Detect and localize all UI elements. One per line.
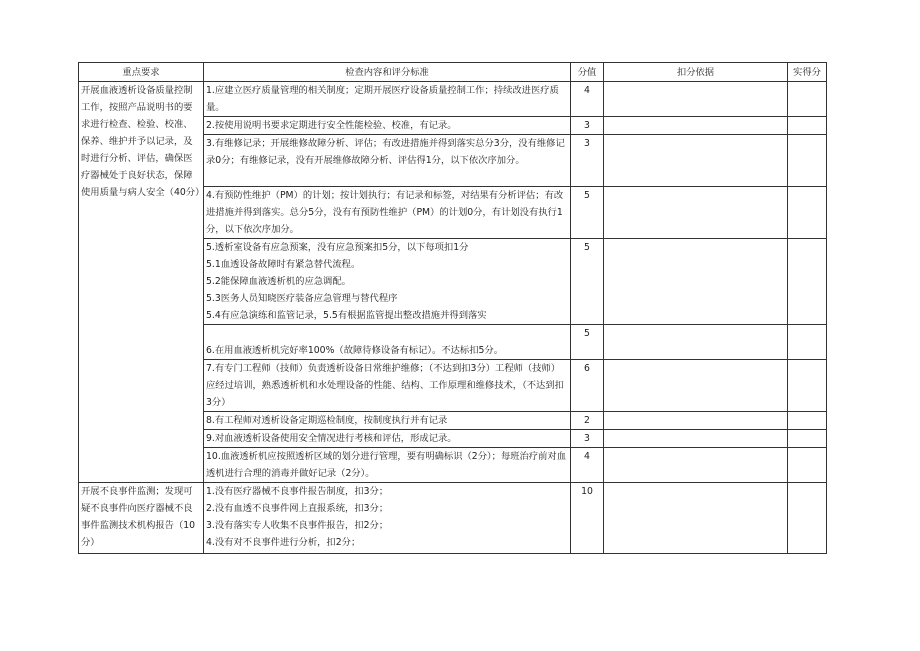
header-actual: 实得分 — [788, 63, 827, 82]
deduction-basis-cell[interactable] — [604, 430, 788, 448]
score-cell: 3 — [571, 430, 604, 448]
deduction-basis-cell[interactable] — [604, 325, 788, 360]
actual-score-cell[interactable] — [788, 360, 827, 412]
score-cell: 3 — [571, 117, 604, 135]
actual-score-cell[interactable] — [788, 135, 827, 187]
score-cell: 5 — [571, 239, 604, 325]
content-cell-adverse-events — [204, 483, 571, 554]
content-line: 4.没有对不良事件进行分析，扣2分； — [206, 537, 361, 548]
content-cell: 9.对血液透析设备使用安全情况进行考核和评估，形成记录。 — [204, 430, 571, 448]
score-cell: 5 — [571, 325, 604, 360]
content-line: 5.3医务人员知晓医疗装备应急管理与替代程序 — [206, 293, 398, 304]
deduction-basis-cell[interactable] — [604, 117, 788, 135]
actual-score-cell[interactable] — [788, 187, 827, 239]
actual-score-cell[interactable] — [788, 82, 827, 117]
score-cell: 2 — [571, 412, 604, 430]
deduction-basis-cell[interactable] — [604, 82, 788, 117]
content-line: 5.透析室设备有应急预案，没有应急预案扣5分，以下每项扣1分 — [206, 242, 469, 253]
content-line: 1.没有医疗器械不良事件报告制度，扣3分； — [206, 486, 389, 497]
actual-score-cell[interactable] — [788, 412, 827, 430]
header-content: 检查内容和评分标准 — [204, 63, 571, 82]
deduction-basis-cell[interactable] — [604, 483, 788, 554]
deduction-basis-cell[interactable] — [604, 360, 788, 412]
content-cell: 2.按使用说明书要求定期进行安全性能检验、校准，有记录。 — [204, 117, 571, 135]
score-cell: 4 — [571, 448, 604, 483]
content-cell-5 — [204, 239, 571, 325]
content-line: 5.4有应急演练和监管记录，5.5有根据监管提出整改措施并得到落实 — [206, 310, 487, 321]
content-cell: 1.应建立医疗质量管理的相关制度；定期开展医疗设备质量控制工作；持续改进医疗质量。 — [204, 82, 571, 117]
content-cell: 4.有预防性维护（PM）的计划；按计划执行；有记录和标签，对结果有分析评估；有改进措施并得到落实。总分5分，没有有预防性维护（PM）的计划0分，有计划没有执行1分，以下依次序加分。 — [204, 187, 571, 239]
actual-score-cell[interactable] — [788, 430, 827, 448]
content-cell: 8.有工程师对透析设备定期巡检制度，按制度执行并有记录 — [204, 412, 571, 430]
actual-score-cell[interactable] — [788, 117, 827, 135]
deduction-basis-cell[interactable] — [604, 412, 788, 430]
actual-score-cell[interactable] — [788, 325, 827, 360]
header-row — [79, 63, 827, 82]
score-cell: 3 — [571, 135, 604, 187]
score-cell: 4 — [571, 82, 604, 117]
score-cell: 6 — [571, 360, 604, 412]
actual-score-cell[interactable] — [788, 239, 827, 325]
deduction-basis-cell[interactable] — [604, 448, 788, 483]
header-basis: 扣分依据 — [604, 63, 788, 82]
score-cell: 5 — [571, 187, 604, 239]
content-line: 3.没有落实专人收集不良事件报告，扣2分； — [206, 520, 389, 531]
content-cell: 7.有专门工程师（技师）负责透析设备日常维护维修；（不达到扣3分）工程师（技师）应经过培训，熟悉透析机和水处理设备的性能、结构、工作原理和维修技术，（不达到扣3分） — [204, 360, 571, 412]
actual-score-cell[interactable] — [788, 483, 827, 554]
table-row — [79, 82, 827, 117]
table-row — [79, 483, 827, 554]
evaluation-table — [78, 62, 827, 554]
content-cell: 6.在用血液透析机完好率100%（故障待修设备有标记）。不达标扣5分。 — [204, 325, 571, 360]
header-requirement: 重点要求 — [79, 63, 204, 82]
deduction-basis-cell[interactable] — [604, 239, 788, 325]
score-cell: 10 — [571, 483, 604, 554]
deduction-basis-cell[interactable] — [604, 135, 788, 187]
requirement-cell-2: 开展不良事件监测；发现可疑不良事件向医疗器械不良事件监测技术机构报告（10分） — [79, 483, 204, 554]
header-score: 分值 — [571, 63, 604, 82]
content-cell: 10.血液透析机应按照透析区域的划分进行管理，要有明确标识（2分）；每班治疗前对血透机进行合理的消毒并做好记录（2分）。 — [204, 448, 571, 483]
content-cell: 3.有维修记录；开展维修故障分析、评估；有改进措施并得到落实总分3分，没有维修记录0分；有维修记录，没有开展维修故障分析、评估得1分，以下依次序加分。 — [204, 135, 571, 187]
actual-score-cell[interactable] — [788, 448, 827, 483]
content-line: 5.2能保障血液透析机的应急调配。 — [206, 276, 351, 287]
requirement-cell-1: 开展血液透析设备质量控制工作，按照产品说明书的要求进行检查、检验、校准、保养、维护并予以记录，及时进行分析、评估，确保医疗器械处于良好状态，保障使用质量与病人安全（40分） — [79, 82, 204, 483]
content-line: 2.没有血透不良事件网上直报系统，扣3分； — [206, 503, 389, 514]
deduction-basis-cell[interactable] — [604, 187, 788, 239]
content-line: 5.1血透设备故障时有紧急替代流程。 — [206, 259, 361, 270]
